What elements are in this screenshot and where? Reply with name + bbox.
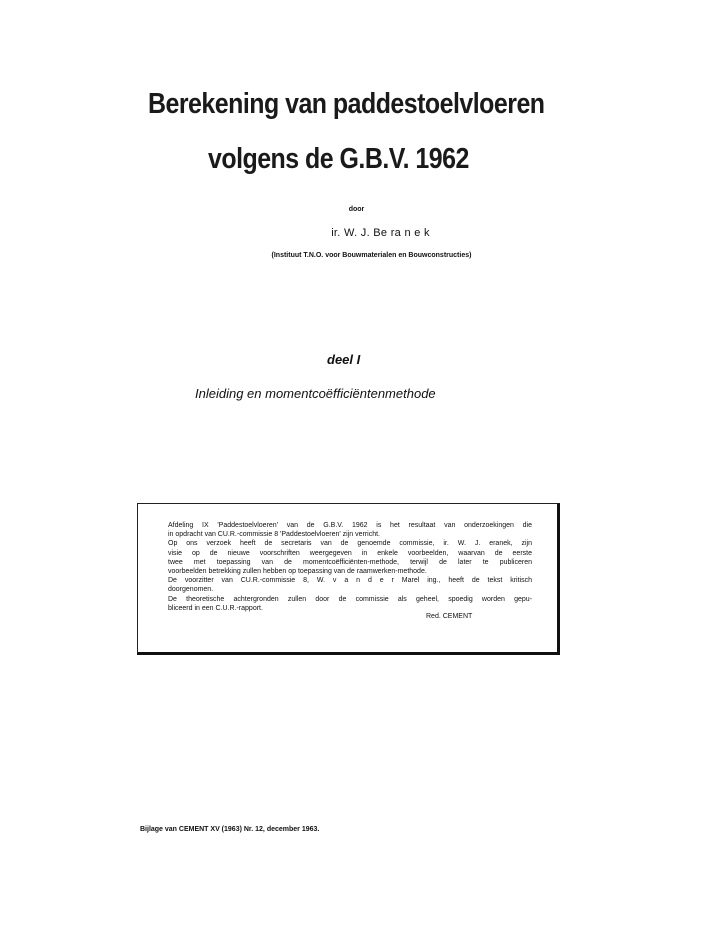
notice-line: twee met toepassing van de momentcoëfficiënten-methode, terwijl de later te publiceren — [168, 558, 532, 566]
notice-line: bliceerd in een C.U.R.-rapport. — [168, 604, 263, 612]
notice-line: De voorzitter van CU.R.-commissie 8, W. v a n d e r Marel ing., heeft de tekst kritisch — [168, 577, 532, 585]
editorial-notice-box — [137, 503, 560, 655]
author-name: ir. W. J. Be ra n e k — [331, 227, 430, 239]
editorial-signature: Red. CEMENT — [426, 613, 473, 620]
notice-line: in opdracht van CU.R.-commissie 8 'Paddestoelvloeren' zijn verricht. — [168, 531, 380, 539]
editorial-notice-text — [168, 521, 532, 613]
title-line-1: Berekening van paddestoelvloeren — [148, 88, 545, 120]
notice-line: De theoretische achtergronden zullen door de commissie als geheel, spoedig worden gepu- — [168, 595, 532, 603]
notice-line: Op ons verzoek heeft de secretaris van de genoemde commissie, ir. W. J. eranek, zijn — [168, 540, 532, 548]
notice-line: visie op de nieuwe voorschriften weergegeven in enkele voorbeelden, waarvan de eerste — [168, 549, 532, 557]
notice-line: voorbeelden betrekking zullen hebben op toepassing van de raamwerken-methode. — [168, 568, 427, 576]
notice-line: Afdeling IX 'Paddestoelvloeren' van de G.B.V. 1962 is het resultaat van onderzoekingen die — [168, 522, 532, 529]
title-line-2: volgens de G.B.V. 1962 — [208, 143, 469, 175]
publication-footer: Bijlage van CEMENT XV (1963) Nr. 12, december 1963. — [140, 826, 320, 833]
byline-door: door — [348, 206, 365, 213]
part-subtitle: Inleiding en momentcoëfficiëntenmethode — [195, 386, 436, 401]
notice-line: doorgenomen. — [168, 586, 214, 594]
part-label: deel I — [327, 352, 361, 367]
author-institute: (Instituut T.N.O. voor Bouwmaterialen en Bouwconstructies) — [271, 252, 472, 259]
